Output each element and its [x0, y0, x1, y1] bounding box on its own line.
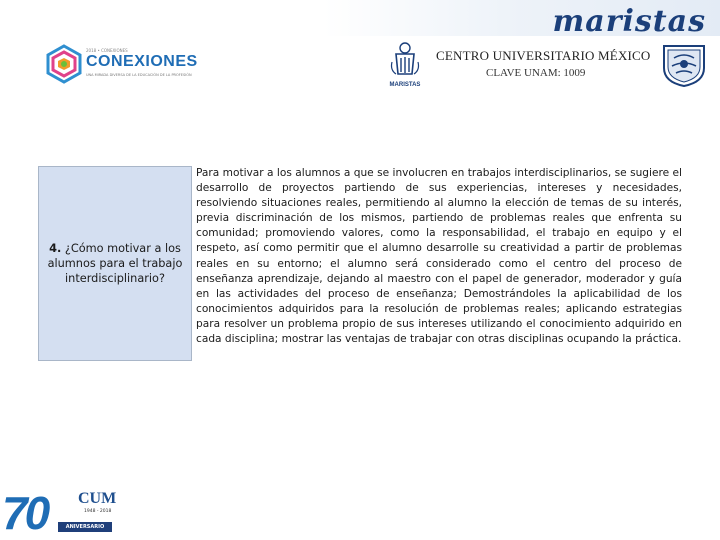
institution-clave: CLAVE UNAM: 1009 [486, 67, 586, 79]
answer-text: Para motivar a los alumnos a que se involucren en trabajos interdisciplinarios, se sugiere el desarrollo de proyectos partiendo de sus experiencias, intereses y necesidades, resolviendo situaciones reales, permitiendo al alumno la elección de temas de su interés, previa discriminación de los mismos, partiendo de problemas reales que enfrenta su comunidad; promoviendo valores, como la responsabilidad, el trabajo en equipo y el respeto, así como permitir que el alumno desarrolle su creatividad a partir de problemas reales en su entorno; el alumno será considerado como el centro del proceso de enseñanza aprendizaje, dejando al maestro con el papel de generador, moderador y guía en las actividades del proceso de enseñanza; Demostrándoles la aplicabilidad de los conocimientos adquiridos para la resolución de problemas reales; aplicando estrategias para resolver un problema propio de sus intereses utilizando el conocimiento adquirido en cada disciplina; mostrar las ventajas de trabajar con otras disciplinas ocupando la práctica. [196, 167, 682, 346]
institution-name: CENTRO UNIVERSITARIO MÉXICO [436, 48, 651, 63]
conexiones-mark-icon [44, 44, 84, 84]
seal-caption: MARISTAS [389, 82, 421, 88]
question-number: 4. [49, 242, 62, 255]
question-cell [38, 166, 192, 361]
anniversary-years: 1948 - 2018 [84, 509, 112, 514]
university-crest-icon [660, 42, 708, 88]
question-text-block [39, 241, 191, 286]
cum-logo: CUM [78, 490, 117, 507]
anniversary-label: ANIVERSARIO [58, 522, 112, 532]
conexiones-tagline: UNA MIRADA DIVERSA DE LA EDUCACIÓN DE LA PROFESIÓN [86, 73, 192, 77]
conexiones-logo [44, 44, 198, 84]
answer-cell [196, 166, 682, 361]
question-text: ¿Cómo motivar a los alumnos para el trabajo interdisciplinario? [47, 242, 183, 285]
anniversary-logo [0, 488, 120, 540]
maristas-wordmark: maristas [552, 4, 706, 39]
maristas-seal-icon [386, 40, 424, 90]
anniversary-number: 70 [2, 487, 48, 539]
qa-table [38, 166, 686, 361]
conexiones-title: CONEXIONES [86, 53, 198, 70]
conexiones-caption: 2018 • CONEXIONES [86, 48, 128, 53]
